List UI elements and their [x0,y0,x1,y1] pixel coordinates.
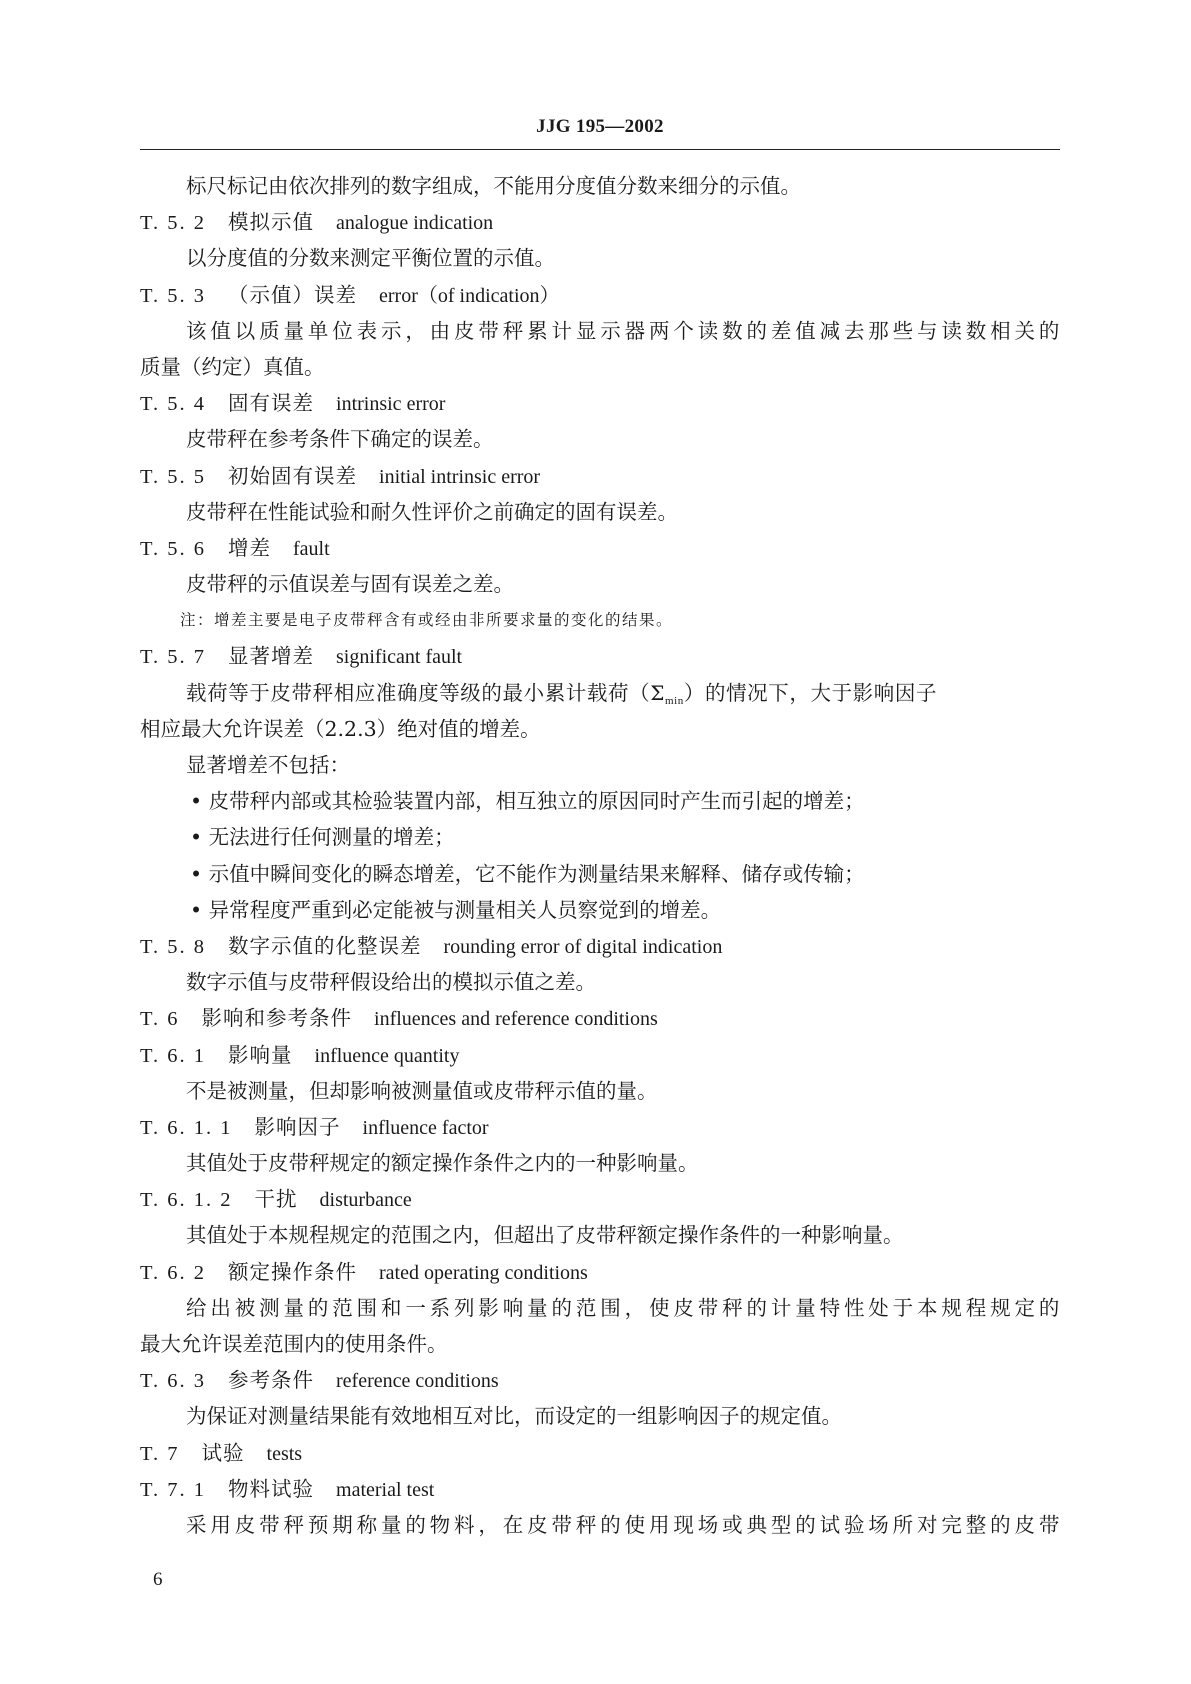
section-heading-t-6-1 [140,1037,1060,1073]
section-number: T. 6. 2 [140,1261,207,1284]
paragraph-line: 给出被测量的范围和一系列影响量的范围，使皮带秤的计量特性处于本规程规定的 [186,1295,1060,1320]
term-chinese: 显著增差 [228,644,315,669]
section-heading-t-6-3 [140,1362,1060,1398]
term-chinese: 参考条件 [228,1368,315,1393]
term-chinese: 额定操作条件 [228,1259,358,1284]
term-english: rounding error of digital indication [443,935,723,958]
term-english: fault [293,537,330,560]
paragraph-line: 不是被测量，但却影响被测量值或皮带秤示值的量。 [186,1078,658,1103]
section-number: T. 5. 3 [140,284,207,307]
page-number: 6 [153,1569,163,1590]
term-english: material test [336,1478,435,1501]
note-line: 注：增差主要是电子皮带秤含有或经由非所要求量的变化的结果。 [180,611,674,630]
term-english: initial intrinsic error [379,465,541,488]
term-chinese: 影响量 [228,1042,293,1067]
section-number: T. 5. 7 [140,646,207,669]
term-chinese: 物料试验 [228,1476,315,1501]
paragraph-text: 载荷等于皮带秤相应准确度等级的最小累计载荷（ [186,680,651,705]
section-number: T. 7. 1 [140,1478,207,1501]
paragraph-line: 该值以质量单位表示，由皮带秤累计显示器两个读数的差值减去那些与读数相关的 [186,318,1060,343]
term-chinese: 增差 [228,535,272,560]
paragraph-line: 显著增差不包括： [186,753,350,777]
section-heading-t-5-8 [140,928,1060,964]
term-chinese: 初始固有误差 [228,463,358,488]
section-heading-t-7 [140,1435,1060,1471]
section-heading-t-6-1-1 [140,1109,1060,1145]
min-subscript: min [664,694,684,707]
paragraph-line: 数字示值与皮带秤假设给出的模拟示值之差。 [186,970,596,995]
paragraph-line: 相应最大允许误差（2.2.3）绝对值的增差。 [140,716,541,741]
paragraph-line: 为保证对测量结果能有效地相互对比，而设定的一组影响因子的规定值。 [186,1404,842,1429]
section-number: T. 5. 2 [140,212,207,235]
page-body [140,168,1060,1543]
section-heading-t-6-1-2 [140,1181,1060,1217]
section-number: T. 5. 6 [140,537,207,560]
term-english: intrinsic error [336,393,446,416]
section-heading-t-5-6 [140,530,1060,566]
paragraph-line: 标尺标记由依次排列的数字组成，不能用分度值分数来细分的示值。 [186,174,801,198]
term-chinese: 试验 [201,1440,245,1465]
term-chinese: 影响和参考条件 [201,1006,353,1031]
header-divider [140,149,1060,150]
section-number: T. 5. 8 [140,935,207,958]
term-english: rated operating conditions [379,1261,588,1284]
term-chinese: 固有误差 [228,391,315,416]
section-heading-t-5-7 [140,638,1060,674]
term-chinese: 影响因子 [254,1114,341,1139]
bullet-item: • 无法进行任何测量的增差； [190,825,455,850]
paragraph-line: 以分度值的分数来测定平衡位置的示值。 [186,246,555,271]
page-header: JJG 195—2002 [536,116,664,137]
paragraph-line: 其值处于皮带秤规定的额定操作条件之内的一种影响量。 [186,1151,699,1176]
section-heading-t-5-4 [140,385,1060,421]
section-number: T. 5. 4 [140,393,207,416]
paragraph-line: 质量（约定）真值。 [140,354,325,379]
term-chinese: 数字示值的化整误差 [228,933,422,958]
section-heading-t-7-1 [140,1471,1060,1507]
paragraph-line: 最大允许误差范围内的使用条件。 [140,1332,448,1356]
paragraph-line-with-formula [140,675,1060,711]
section-heading-t-6-2 [140,1254,1060,1290]
term-english: analogue indication [336,212,494,235]
bullet-item: • 示值中瞬间变化的瞬态增差，它不能作为测量结果来解释、储存或传输； [190,861,865,886]
section-number: T. 6. 3 [140,1370,207,1393]
term-english: influences and reference conditions [374,1008,658,1031]
term-english: influence quantity [314,1044,460,1067]
term-chinese: （示值）误差 [228,282,358,307]
section-number: T. 6. 1. 2 [140,1189,233,1212]
term-english: error（of indication） [379,284,560,307]
section-heading-t-5-3 [140,277,1060,313]
paragraph-line: 皮带秤在参考条件下确定的误差。 [186,427,494,452]
sum-symbol: Σ [650,680,665,705]
section-heading-t-5-2 [140,204,1060,240]
term-english: tests [266,1442,303,1465]
paragraph-text: ）的情况下，大于影响因子 [683,680,938,705]
term-chinese: 干扰 [254,1187,298,1212]
term-english: reference conditions [336,1370,499,1393]
section-heading-t-6 [140,1000,1060,1036]
section-number: T. 7 [140,1442,180,1465]
paragraph-line: 采用皮带秤预期称量的物料，在皮带秤的使用现场或典型的试验场所对完整的皮带 [186,1512,1060,1537]
term-english: disturbance [319,1189,412,1212]
section-heading-t-5-5 [140,458,1060,494]
term-english: influence factor [362,1116,489,1139]
bullet-item: • 皮带秤内部或其检验装置内部，相互独立的原因同时产生而引起的增差； [190,789,865,814]
term-english: significant fault [336,646,463,669]
section-number: T. 6. 1. 1 [140,1116,233,1139]
section-number: T. 6 [140,1008,180,1031]
section-number: T. 6. 1 [140,1044,207,1067]
bullet-item: • 异常程度严重到必定能被与测量相关人员察觉到的增差。 [190,897,722,922]
section-number: T. 5. 5 [140,465,207,488]
paragraph-line: 其值处于本规程规定的范围之内，但超出了皮带秤额定操作条件的一种影响量。 [186,1223,904,1248]
paragraph-line: 皮带秤的示值误差与固有误差之差。 [186,572,514,597]
term-chinese: 模拟示值 [228,210,315,235]
paragraph-line: 皮带秤在性能试验和耐久性评价之前确定的固有误差。 [186,499,678,524]
